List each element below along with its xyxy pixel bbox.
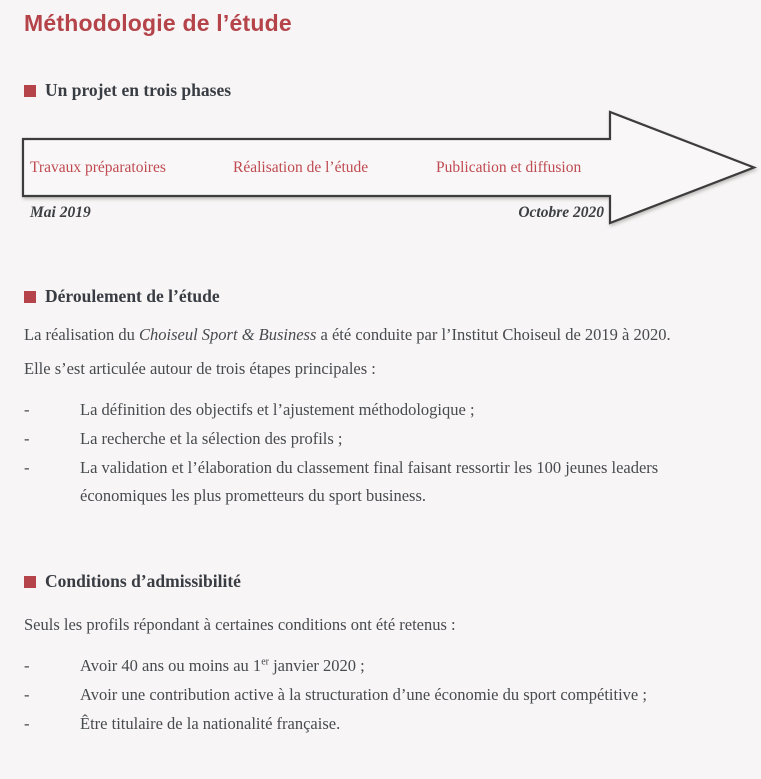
timeline-dates [22,204,604,222]
list-item [24,710,700,739]
list-item [24,681,700,710]
arrow-phase-label-1: Travaux préparatoires [30,159,166,176]
red-square-bullet-icon [24,576,36,588]
red-square-bullet-icon [24,85,36,97]
italic-study-name: Choiseul Sport & Business [139,325,317,344]
text-run: La réalisation du [24,325,140,344]
list-item-text: Avoir une contribution active à la structuration d’une économie du sport compétitive ; [80,684,647,704]
list-item-text: La définition des objectifs et l’ajustement méthodologique ; [80,400,475,419]
list-item [24,652,700,681]
list-item-text: La recherche et la sélection des profils ; [80,428,343,448]
section-heading-deroulement [24,286,220,307]
text-run: a été conduite par l’Institut Choiseul de 2019 à 2020. [316,325,671,344]
paragraph: Elle s’est articulée autour de trois étapes principales : [24,359,376,378]
timeline-end-date: Octobre 2020 [518,204,604,221]
arrow-phase-label-3: Publication et diffusion [436,159,582,176]
list-dash: - [24,428,30,448]
deroulement-intro [24,318,744,386]
list-dash: - [24,457,30,477]
list-item-text [80,656,365,675]
arrow-phase-labels [22,139,610,196]
text-run: janvier 2020 ; [268,656,365,675]
list-dash: - [24,400,30,419]
arrow-phase-label-2: Réalisation de l’étude [233,159,369,176]
page-title: Méthodologie de l’étude [24,10,292,36]
conditions-intro [24,608,744,642]
list-item [24,454,700,512]
section-heading-label: Un projet en trois phases [45,80,232,100]
section-heading-phases [24,80,231,101]
section-heading-label: Conditions d’admissibilité [45,571,241,591]
list-item [24,396,700,425]
list-item-text: Être titulaire de la nationalité française. [80,713,341,733]
conditions-list [24,652,700,738]
list-dash: - [24,656,30,675]
list-item [24,425,700,454]
paragraph [24,318,744,352]
timeline-start-date: Mai 2019 [30,204,91,221]
list-dash: - [24,684,30,704]
paragraph: Seuls les profils répondant à certaines conditions ont été retenus : [24,615,456,634]
list-item-text: La validation et l’élaboration du classement final faisant ressortir les 100 jeunes leaders économiques les plus prometteurs du sport business. [80,457,659,506]
section-heading-conditions [24,571,241,592]
superscript-er: er [261,656,269,668]
red-square-bullet-icon [24,291,36,303]
list-dash: - [24,713,30,733]
section-heading-label: Déroulement de l’étude [45,286,220,306]
text-run: Avoir 40 ans ou moins au 1 [80,656,262,675]
deroulement-list [24,396,700,511]
